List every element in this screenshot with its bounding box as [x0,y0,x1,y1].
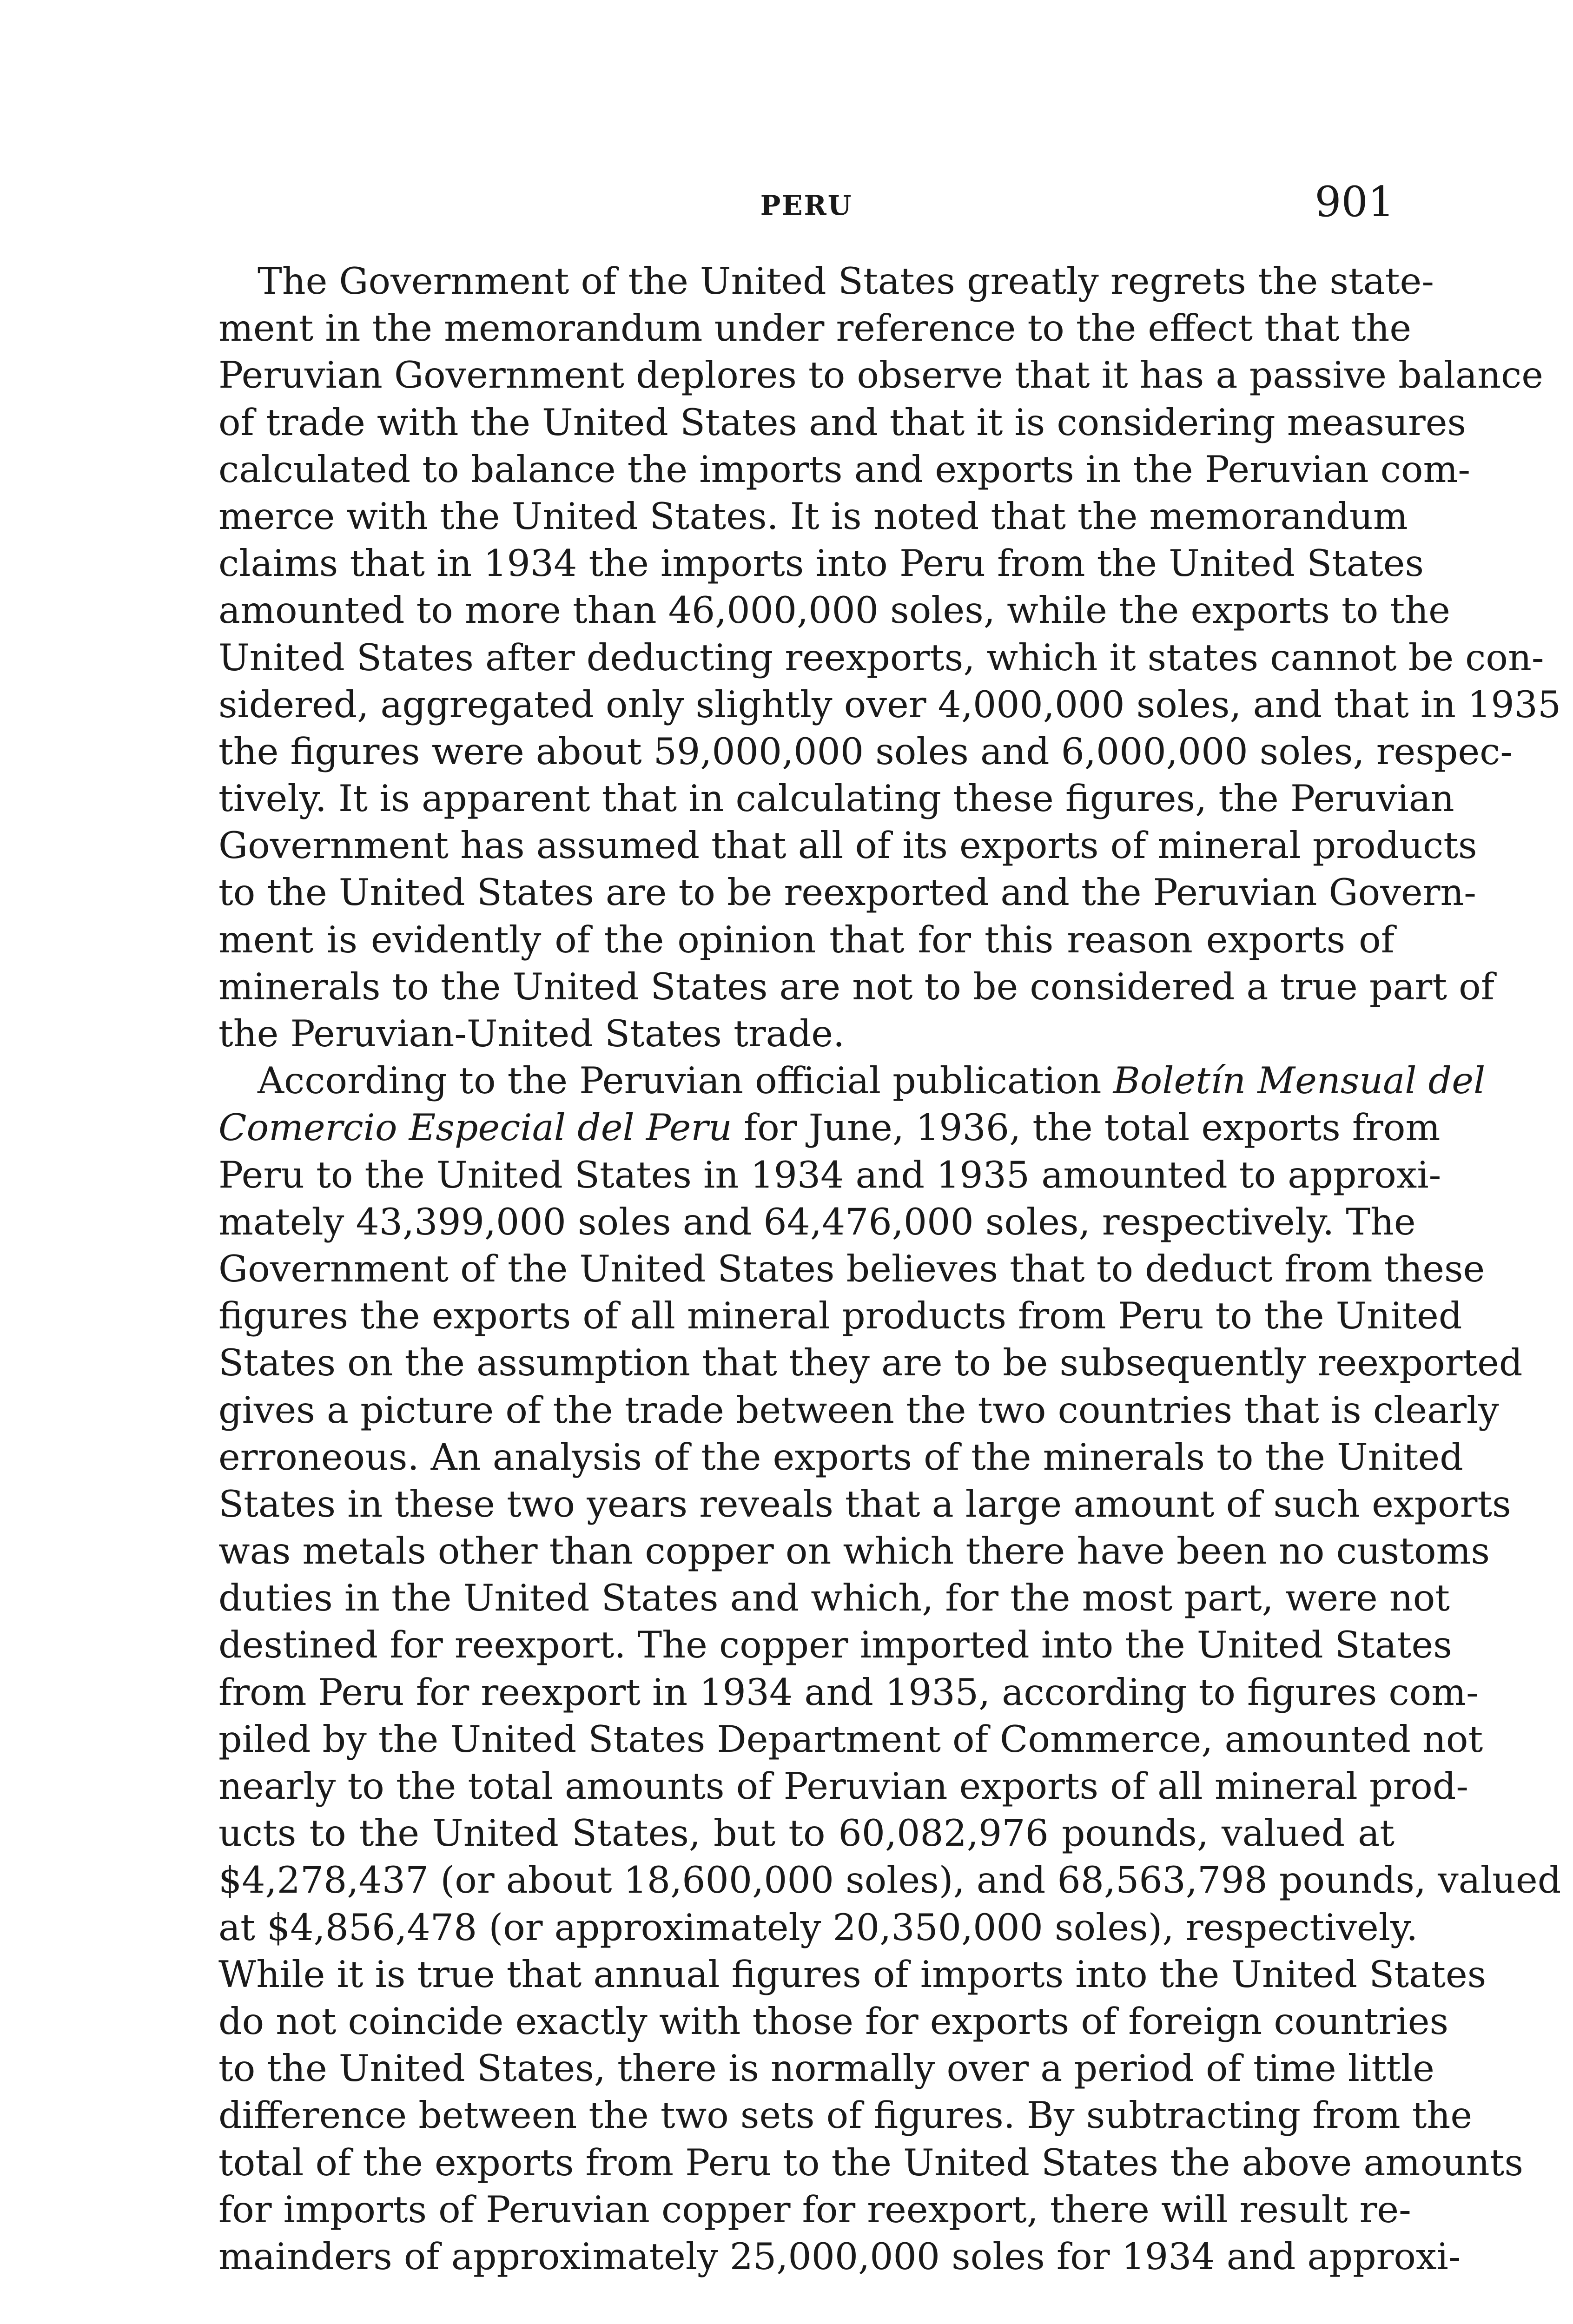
text-line: mately 43,399,000 soles and 64,476,000 soles, respectively. The [218,1200,1416,1243]
text-segment: According to the Peruvian official publication [258,1059,1113,1103]
text-line: difference between the two sets of figures. By subtracting from the [218,2094,1473,2137]
text-line: duties in the United States and which, for the most part, were not [218,1577,1450,1620]
text-line: While it is true that annual figures of imports into the United States [218,1953,1487,1996]
text-line [218,1057,1486,1104]
text-line: $4,278,437 (or about 18,600,000 soles), and 68,563,798 pounds, valued [218,1859,1561,1902]
text-line: piled by the United States Department of Commerce, amounted not [218,1717,1483,1761]
text-line: mainders of approximately 25,000,000 soles for 1934 and approxi- [218,2235,1461,2278]
text-line: United States after deducting reexports, which it states cannot be con- [218,636,1544,679]
text-line: amounted to more than 46,000,000 soles, while the exports to the [218,589,1450,632]
text-line: ment is evidently of the opinion that for this reason exports of [218,918,1395,961]
text-line: claims that in 1934 the imports into Peru from the United States [218,542,1424,585]
text-line: Government has assumed that all of its exports of mineral products [218,824,1477,867]
text-line: of trade with the United States and that it is considering measures [218,401,1467,444]
text-line: Government of the United States believes that to deduct from these [218,1247,1485,1290]
text-segment: for June, 1936, the total exports from [732,1106,1441,1149]
text-line: merce with the United States. It is noted that the memorandum [218,495,1408,538]
text-line: the figures were about 59,000,000 soles and 6,000,000 soles, respec- [218,730,1513,773]
body-text [218,258,1561,2280]
text-line: for imports of Peruvian copper for reexport, there will result re- [218,2188,1411,2231]
text-line: figures the exports of all mineral products from Peru to the United [218,1294,1462,1338]
text-line [218,1104,1441,1151]
text-line: was metals other than copper on which there have been no customs [218,1530,1490,1573]
text-line: States in these two years reveals that a large amount of such exports [218,1482,1511,1525]
text-line: minerals to the United States are not to be considered a true part of [218,965,1494,1008]
text-line: from Peru for reexport in 1934 and 1935, according to figures com- [218,1670,1479,1714]
text-line: Peruvian Government deplores to observe that it has a passive balance [218,354,1544,397]
text-line: tively. It is apparent that in calculating these figures, the Peruvian [218,777,1454,820]
text-line: do not coincide exactly with those for exports of foreign countries [218,2000,1449,2043]
text-line: at $4,856,478 (or approximately 20,350,000 soles), respectively. [218,1906,1418,1949]
text-line: sidered, aggregated only slightly over 4,000,000 soles, and that in 1935 [218,683,1561,726]
text-line: States on the assumption that they are to be subsequently reexported [218,1341,1523,1385]
text-line: calculated to balance the imports and exports in the Peruvian com- [218,448,1471,491]
italic-title: Boletín Mensual del [1113,1059,1486,1103]
text-line: gives a picture of the trade between the two countries that is clearly [218,1388,1499,1432]
text-line: destined for reexport. The copper imported into the United States [218,1624,1452,1667]
text-line: to the United States are to be reexported and the Peruvian Govern- [218,871,1476,914]
running-title: PERU [760,190,853,221]
text-line: ucts to the United States, but to 60,082,976 pounds, valued at [218,1812,1395,1855]
text-line: total of the exports from Peru to the United States the above amounts [218,2141,1524,2184]
running-head [218,178,1395,237]
page-number: 901 [1315,178,1395,226]
text-line: nearly to the total amounts of Peruvian exports of all mineral prod- [218,1765,1469,1808]
text-line: ment in the memorandum under reference to the effect that the [218,307,1412,350]
text-line: erroneous. An analysis of the exports of the minerals to the United [218,1435,1463,1479]
text-line: the Peruvian-United States trade. [218,1012,845,1055]
text-line: The Government of the United States greatly regrets the state- [258,260,1434,303]
text-line: Peru to the United States in 1934 and 1935 amounted to approxi- [218,1153,1441,1196]
italic-title: Comercio Especial del Peru [218,1106,732,1149]
text-line: to the United States, there is normally over a period of time little [218,2047,1434,2090]
